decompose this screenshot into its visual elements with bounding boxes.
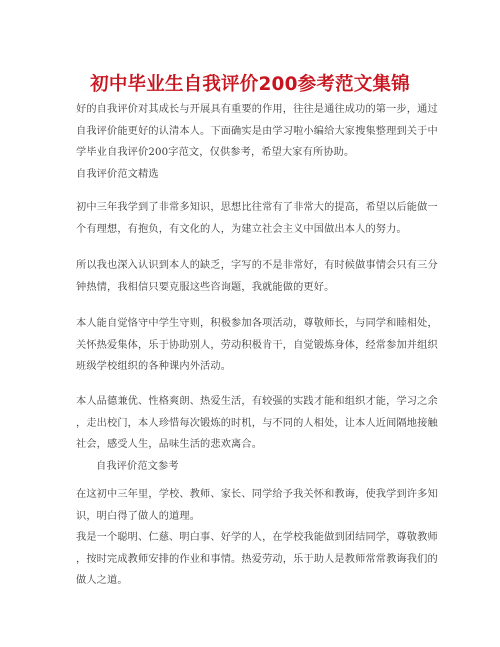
document-title: 初中毕业生自我评价200参考范文集锦 (90, 74, 410, 95)
intro-paragraph (76, 99, 438, 185)
text-line: 社会，感受人生，品味生活的悲欢离合。 (76, 439, 263, 450)
text-line: 我是一个聪明、仁慈、明白事、好学的人，在学校我能做到团结同学，尊敬教师 (76, 532, 438, 543)
paragraph (76, 313, 438, 378)
text-line: 个有理想，有抱负，有文化的人，为建立社会主义中国做出本人的努力。 (76, 223, 407, 235)
text-line: 学毕业自我评价200字范文，仅供参考，希望大家有所协助。 (76, 147, 355, 158)
text-line: 识，明白得了做人的道理。 (76, 510, 201, 522)
section-heading: 自我评价范文精选 (76, 168, 159, 180)
text-line: 本人品德兼优、性格爽朗、热爱生活，有较强的实践才能和组织才能，学习之余 (76, 396, 438, 407)
text-line: 做人之道。 (76, 575, 128, 586)
text-line: 初中三年我学到了非常多知识，思想比往常有了非常大的提高，希望以后能做一 (76, 202, 438, 213)
text-line: 所以我也深入认识到本人的缺乏，字写的不是非常好，有时候做事情会只有三分 (76, 260, 438, 271)
paragraph (76, 255, 438, 298)
paragraph (76, 484, 438, 592)
text-line: 自我评价能更好的认清本人。下面确实是由学习啦小编给大家搜集整理到关于中 (76, 125, 438, 137)
text-line: ，走出校门，本人珍惜每次锻炼的时机，与不同的人相处，让本人近间隔地接触 (76, 417, 438, 429)
text-line: 钟热情，我相信只要克服这些咨询题，我就能做的更好。 (76, 281, 335, 293)
text-line: 关怀热爱集体，乐于协助别人，劳动积极肯干，自觉锻炼身体，经常参加并组织 (76, 339, 438, 351)
text-line: 班级学校组织的各种课内外活动。 (76, 361, 232, 372)
text-line: ，按时完成教师安排的作业和事情。热爱劳动，乐于助人是教师常常教诲我们的 (76, 553, 438, 565)
text-line: 好的自我评价对其成长与开展具有重要的作用，往往是通往成功的第一步，通过 (76, 104, 438, 115)
text-line: 本人能自觉恪守中学生守则，积极参加各项活动，尊敬师长，与同学和睦相处， (76, 318, 438, 329)
section-heading: 自我评价范文参考 (96, 460, 179, 472)
paragraph (76, 391, 438, 477)
paragraph (76, 197, 438, 240)
text-line: 在这初中三年里，学校、教师、家长、同学给予我关怀和教诲，使我学到许多知 (76, 489, 438, 500)
